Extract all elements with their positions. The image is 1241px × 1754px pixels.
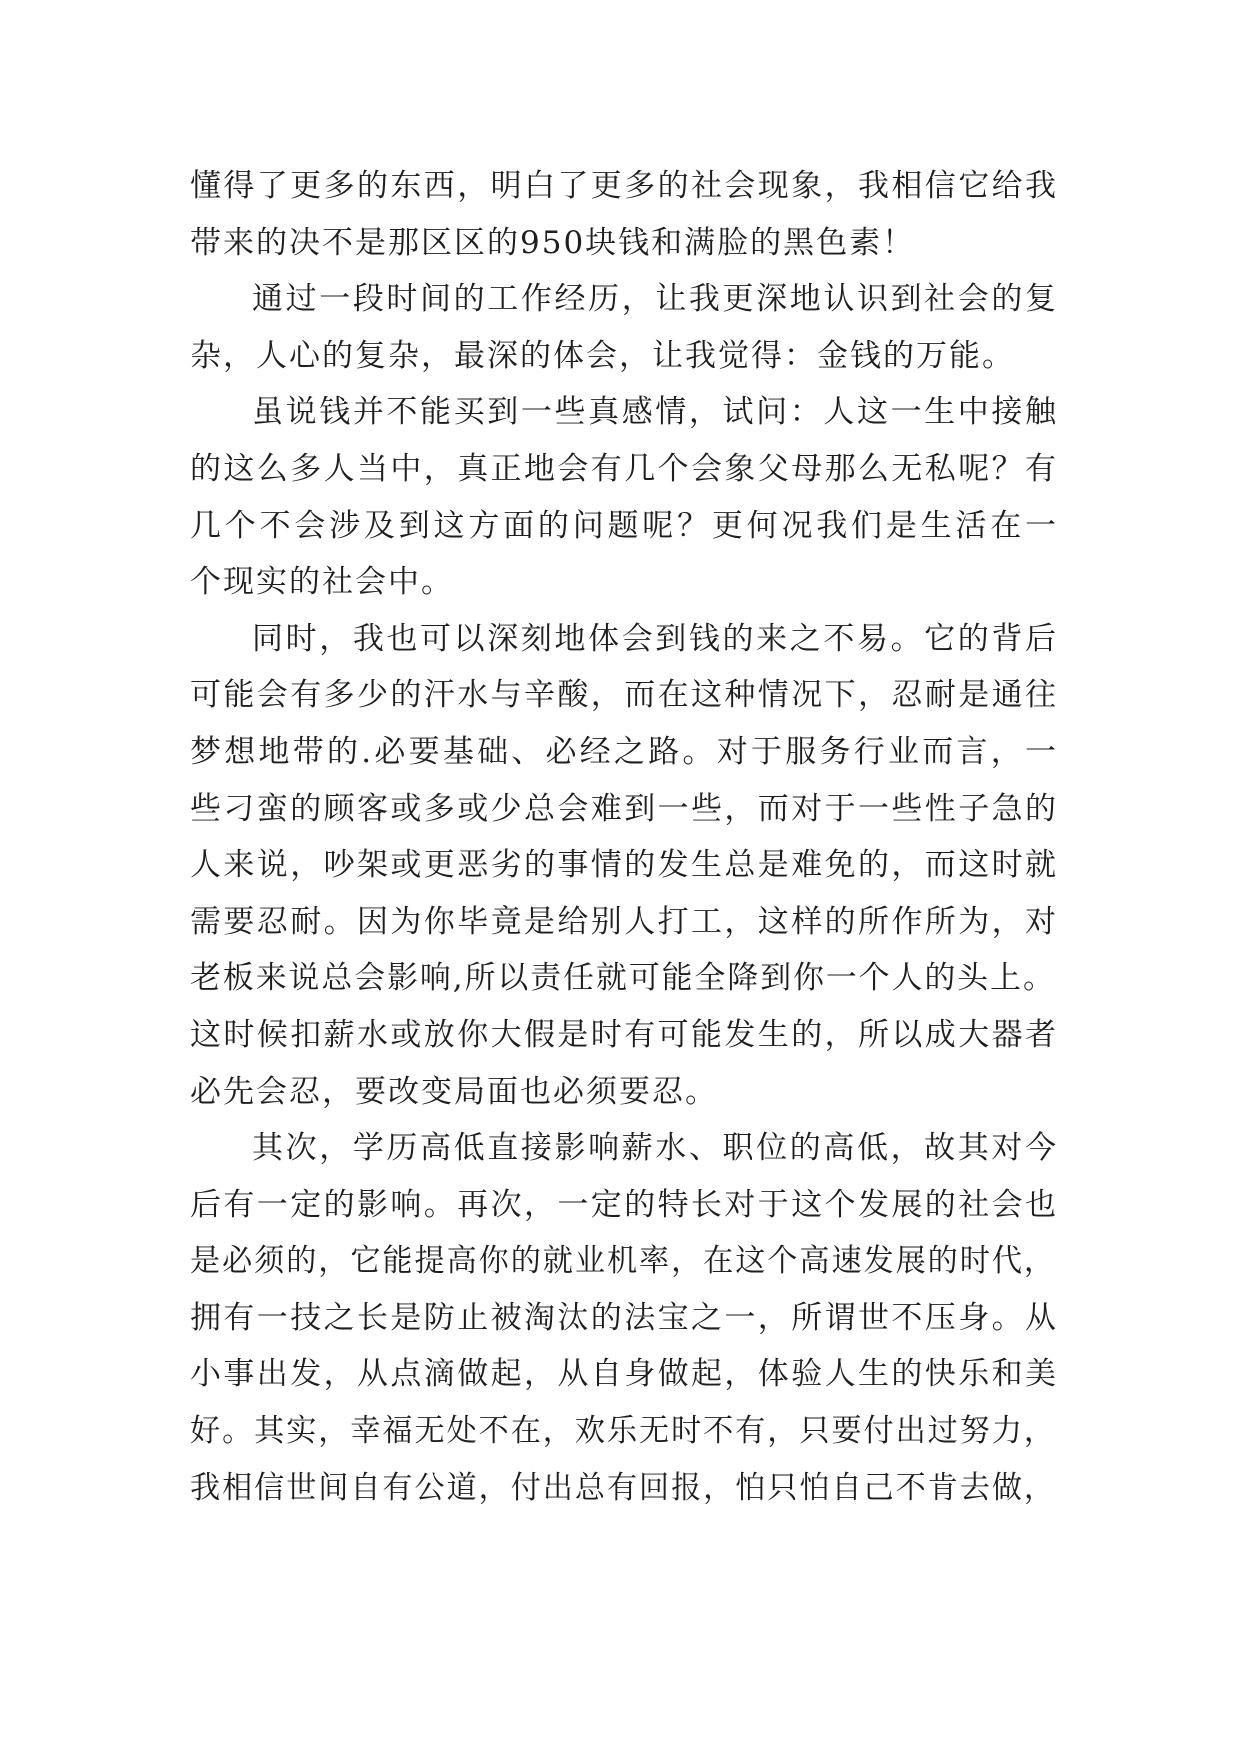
text-line: 的这么多人当中，真正地会有几个会象父母那么无私呢？有 [190, 450, 1058, 487]
text-line: 人来说，吵架或更恶劣的事情的发生总是难免的，而这时就 [190, 847, 1058, 884]
text-line: 其次，学历高低直接影响薪水、职位的高低，故其对今 [252, 1130, 1058, 1167]
text-line: 好。其实，幸福无处不在，欢乐无时不有，只要付出过努力， [190, 1413, 1056, 1450]
text-line: 杂，人心的复杂，最深的体会，让我觉得：金钱的万能。 [190, 337, 1015, 374]
text-line: 拥有一技之长是防止被淘汰的法宝之一，所谓世不压身。从 [190, 1299, 1058, 1336]
text-line: 几个不会涉及到这方面的问题呢？更何况我们是生活在一 [190, 507, 1058, 544]
text-line: 必先会忍，要改变局面也必须要忍。 [190, 1073, 718, 1110]
text-line: 可能会有多少的汗水与辛酸，而在这种情况下，忍耐是通往 [190, 677, 1058, 714]
paragraph-4 [190, 611, 1058, 1120]
text-line: 这时候扣薪水或放你大假是时有可能发生的，所以成大器者 [190, 1016, 1058, 1053]
paragraph-2 [190, 271, 1058, 384]
text-line: 通过一段时间的工作经历，让我更深地认识到社会的复 [252, 281, 1058, 318]
text-line: 小事出发，从点滴做起，从自身做起，体验人生的快乐和美 [190, 1356, 1058, 1393]
text-line: 是必须的，它能提高你的就业机率，在这个高速发展的时代， [190, 1243, 1056, 1280]
text-line: 老板来说总会影响,所以责任就可能全降到你一个人的头上。 [190, 960, 1056, 997]
text-line: 我相信世间自有公道，付出总有回报，怕只怕自己不肯去做， [190, 1469, 1056, 1506]
document-body [190, 158, 1058, 1516]
text-line: 懂得了更多的东西，明白了更多的社会现象，我相信它给我 [190, 168, 1058, 204]
text-line: 同时，我也可以深刻地体会到钱的来之不易。它的背后 [252, 620, 1058, 657]
text-line: 后有一定的影响。再次，一定的特长对于这个发展的社会也 [190, 1186, 1058, 1223]
text-line: 梦想地带的.必要基础、必经之路。对于服务行业而言，一 [190, 733, 1058, 770]
paragraph-1 [190, 158, 1058, 271]
text-line: 需要忍耐。因为你毕竟是给别人打工，这样的所作所为，对 [190, 903, 1058, 940]
paragraph-5 [190, 1120, 1058, 1516]
text-line: 虽说钱并不能买到一些真感情，试问：人这一生中接触 [252, 394, 1058, 431]
text-line: 个现实的社会中。 [190, 564, 454, 601]
text-line: 些刁蛮的顾客或多或少总会难到一些，而对于一些性子急的 [190, 790, 1058, 827]
paragraph-3 [190, 384, 1058, 610]
text-line: 带来的决不是那区区的950块钱和满脸的黑色素！ [190, 224, 916, 261]
